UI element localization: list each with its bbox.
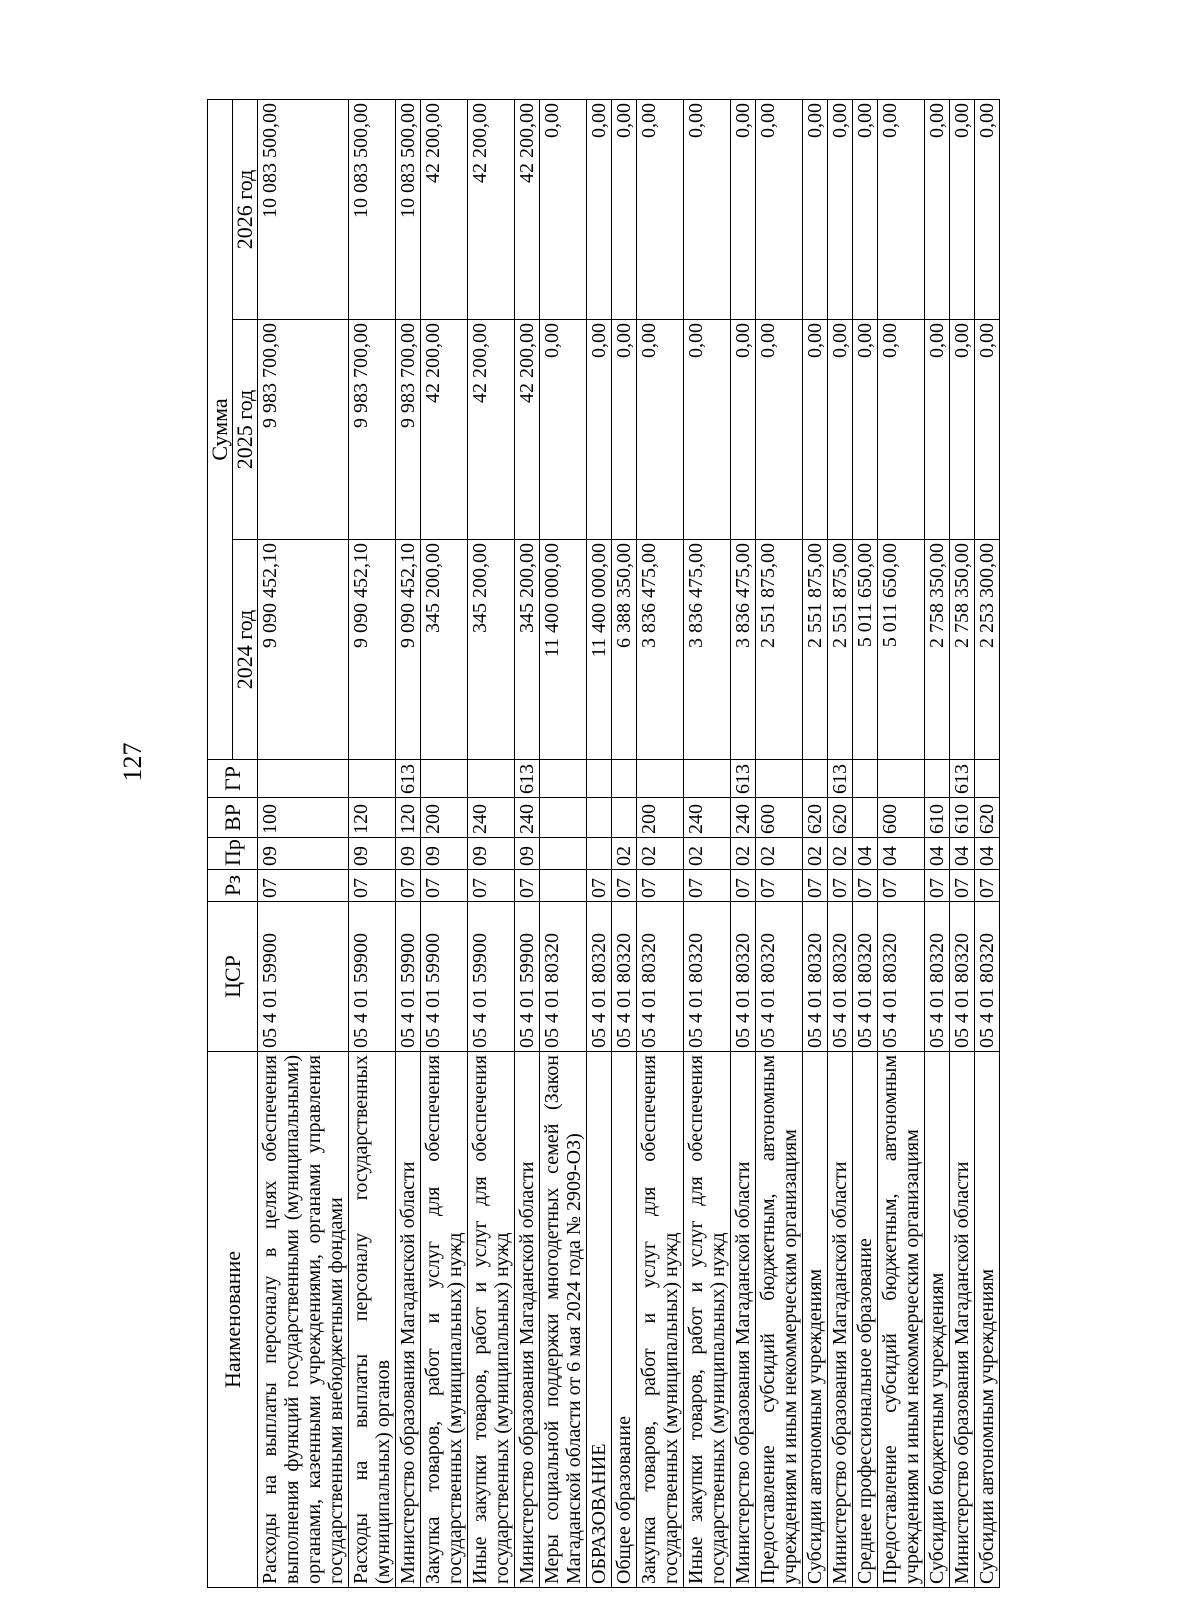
row-rz: 07 <box>612 870 637 902</box>
row-rz: 07 <box>878 870 925 902</box>
row-sum-2025: 0,00 <box>612 320 637 540</box>
row-csr: 05 4 01 59900 <box>396 902 421 1052</box>
row-pr: 02 <box>828 838 853 870</box>
row-csr: 05 4 01 80320 <box>540 902 587 1052</box>
row-name: Общее образование <box>612 1052 637 1588</box>
row-rz: 07 <box>349 870 396 902</box>
row-pr: 02 <box>612 838 637 870</box>
table-row <box>468 99 515 1587</box>
row-gr <box>853 760 878 798</box>
row-csr: 05 4 01 80320 <box>756 902 803 1052</box>
row-vr: 240 <box>468 798 515 838</box>
table-row <box>421 99 468 1587</box>
table-row <box>975 99 1000 1587</box>
row-sum-2025: 0,00 <box>684 320 731 540</box>
row-csr: 05 4 01 59900 <box>515 902 540 1052</box>
row-rz: 07 <box>587 870 612 902</box>
row-sum-2025: 0,00 <box>853 320 878 540</box>
row-sum-2025: 0,00 <box>925 320 950 540</box>
row-sum-2026: 0,00 <box>540 99 587 319</box>
row-csr: 05 4 01 80320 <box>853 902 878 1052</box>
row-vr: 610 <box>950 798 975 838</box>
row-vr: 600 <box>878 798 925 838</box>
row-rz: 07 <box>853 870 878 902</box>
row-sum-2025: 0,00 <box>731 320 756 540</box>
row-rz: 07 <box>803 870 828 902</box>
row-pr: 09 <box>258 838 349 870</box>
row-pr: 04 <box>853 838 878 870</box>
row-name: Субсидии автономным учреждениям <box>975 1052 1000 1588</box>
row-sum-2026: 10 083 500,00 <box>396 99 421 319</box>
row-sum-2026: 0,00 <box>684 99 731 319</box>
row-vr: 240 <box>515 798 540 838</box>
row-pr: 09 <box>468 838 515 870</box>
row-name: Субсидии автономным учреждениям <box>803 1052 828 1588</box>
row-vr: 620 <box>975 798 1000 838</box>
row-gr <box>587 760 612 798</box>
row-sum-2024: 2 551 875,00 <box>756 540 803 760</box>
row-sum-2024: 2 758 350,00 <box>950 540 975 760</box>
table-row <box>853 99 878 1587</box>
row-pr <box>540 838 587 870</box>
row-pr: 02 <box>756 838 803 870</box>
row-sum-2026: 0,00 <box>731 99 756 319</box>
row-sum-2024: 2 551 875,00 <box>803 540 828 760</box>
row-rz: 07 <box>828 870 853 902</box>
row-pr: 04 <box>950 838 975 870</box>
row-gr: 613 <box>828 760 853 798</box>
row-gr <box>684 760 731 798</box>
row-csr: 05 4 01 59900 <box>421 902 468 1052</box>
table-row <box>396 99 421 1587</box>
row-sum-2024: 5 011 650,00 <box>853 540 878 760</box>
row-name: Закупка товаров, работ и услуг для обеспечения государственных (муниципальных) нужд <box>421 1052 468 1588</box>
row-sum-2025: 0,00 <box>828 320 853 540</box>
row-vr: 120 <box>349 798 396 838</box>
row-csr: 05 4 01 59900 <box>349 902 396 1052</box>
header-sum: Сумма <box>208 99 233 759</box>
row-sum-2026: 42 200,00 <box>468 99 515 319</box>
row-rz: 07 <box>950 870 975 902</box>
row-gr <box>349 760 396 798</box>
row-sum-2024: 3 836 475,00 <box>731 540 756 760</box>
row-pr: 09 <box>396 838 421 870</box>
row-gr <box>258 760 349 798</box>
row-name: Иные закупки товаров, работ и услуг для обеспечения государственных (муниципальных) нужд <box>468 1052 515 1588</box>
row-sum-2025: 42 200,00 <box>515 320 540 540</box>
row-sum-2025: 42 200,00 <box>421 320 468 540</box>
row-sum-2025: 0,00 <box>950 320 975 540</box>
row-sum-2024: 11 400 000,00 <box>587 540 612 760</box>
row-sum-2026: 0,00 <box>828 99 853 319</box>
table-row <box>731 99 756 1587</box>
row-pr <box>587 838 612 870</box>
row-csr: 05 4 01 80320 <box>684 902 731 1052</box>
row-sum-2024: 2 758 350,00 <box>925 540 950 760</box>
row-sum-2025: 0,00 <box>756 320 803 540</box>
row-vr: 620 <box>803 798 828 838</box>
row-gr: 613 <box>731 760 756 798</box>
row-csr: 05 4 01 80320 <box>612 902 637 1052</box>
table-row <box>803 99 828 1587</box>
row-pr: 04 <box>925 838 950 870</box>
table-row <box>540 99 587 1587</box>
row-gr <box>878 760 925 798</box>
row-vr: 120 <box>396 798 421 838</box>
row-vr: 240 <box>731 798 756 838</box>
row-rz <box>540 870 587 902</box>
row-sum-2026: 0,00 <box>950 99 975 319</box>
row-sum-2025: 9 983 700,00 <box>396 320 421 540</box>
header-csr: ЦСР <box>208 902 258 1052</box>
row-csr: 05 4 01 80320 <box>950 902 975 1052</box>
row-sum-2025: 0,00 <box>803 320 828 540</box>
row-rz: 07 <box>756 870 803 902</box>
row-csr: 05 4 01 80320 <box>975 902 1000 1052</box>
row-rz: 07 <box>515 870 540 902</box>
row-gr <box>925 760 950 798</box>
row-pr: 02 <box>637 838 684 870</box>
header-2026: 2026 год <box>233 99 258 319</box>
table-row <box>258 99 349 1587</box>
header-pr: Пр <box>208 838 258 870</box>
row-sum-2024: 5 011 650,00 <box>878 540 925 760</box>
row-sum-2026: 0,00 <box>925 99 950 319</box>
row-vr <box>587 798 612 838</box>
table-row <box>925 99 950 1587</box>
row-csr: 05 4 01 80320 <box>637 902 684 1052</box>
header-name: Наименование <box>208 1052 258 1588</box>
row-name: Меры социальной поддержки многодетных семей (Закон Магаданской области от 6 мая 2024 года № 2909-ОЗ) <box>540 1052 587 1588</box>
row-name: Расходы на выплаты персоналу государственных (муниципальных) органов <box>349 1052 396 1588</box>
row-rz: 07 <box>396 870 421 902</box>
row-sum-2024: 9 090 452,10 <box>396 540 421 760</box>
row-gr <box>421 760 468 798</box>
row-gr <box>975 760 1000 798</box>
row-pr: 02 <box>684 838 731 870</box>
row-sum-2026: 10 083 500,00 <box>258 99 349 319</box>
row-csr: 05 4 01 80320 <box>925 902 950 1052</box>
row-gr: 613 <box>950 760 975 798</box>
row-pr: 09 <box>421 838 468 870</box>
table-row <box>684 99 731 1587</box>
row-sum-2025: 0,00 <box>540 320 587 540</box>
row-sum-2026: 0,00 <box>803 99 828 319</box>
row-name: Иные закупки товаров, работ и услуг для обеспечения государственных (муниципальных) нужд <box>684 1052 731 1588</box>
row-csr: 05 4 01 80320 <box>731 902 756 1052</box>
row-sum-2024: 2 253 300,00 <box>975 540 1000 760</box>
row-pr: 09 <box>349 838 396 870</box>
row-sum-2026: 0,00 <box>612 99 637 319</box>
header-2024: 2024 год <box>233 540 258 760</box>
row-pr: 09 <box>515 838 540 870</box>
row-gr <box>756 760 803 798</box>
row-sum-2024: 9 090 452,10 <box>349 540 396 760</box>
row-name: Закупка товаров, работ и услуг для обеспечения государственных (муниципальных) нужд <box>637 1052 684 1588</box>
table-row <box>878 99 925 1587</box>
row-gr <box>468 760 515 798</box>
row-rz: 07 <box>468 870 515 902</box>
row-name: Министерство образования Магаданской области <box>396 1052 421 1588</box>
budget-table-rotated <box>207 100 1105 1588</box>
row-rz: 07 <box>258 870 349 902</box>
row-gr: 613 <box>396 760 421 798</box>
row-sum-2025: 0,00 <box>637 320 684 540</box>
row-name: Расходы на выплаты персоналу в целях обеспечения выполнения функций государственными (муниципальными) органами, казенными учреждениями, органами управления государственными внебюджетными фондами <box>258 1052 349 1588</box>
row-sum-2026: 0,00 <box>975 99 1000 319</box>
row-sum-2024: 345 200,00 <box>421 540 468 760</box>
row-name: Предоставление субсидий бюджетным, автономным учреждениям и иным некоммерческим организациям <box>756 1052 803 1588</box>
header-gr: ГР <box>208 760 258 798</box>
row-csr: 05 4 01 80320 <box>587 902 612 1052</box>
row-name: Среднее профессиональное образование <box>853 1052 878 1588</box>
row-rz: 07 <box>684 870 731 902</box>
row-vr: 240 <box>684 798 731 838</box>
row-sum-2025: 0,00 <box>587 320 612 540</box>
table-row <box>349 99 396 1587</box>
row-rz: 07 <box>925 870 950 902</box>
row-sum-2026: 0,00 <box>587 99 612 319</box>
row-sum-2024: 345 200,00 <box>468 540 515 760</box>
row-vr: 200 <box>421 798 468 838</box>
row-gr <box>540 760 587 798</box>
row-sum-2024: 3 836 475,00 <box>637 540 684 760</box>
row-gr: 613 <box>515 760 540 798</box>
row-name: Министерство образования Магаданской области <box>731 1052 756 1588</box>
row-csr: 05 4 01 80320 <box>878 902 925 1052</box>
row-vr: 610 <box>925 798 950 838</box>
row-name: Министерство образования Магаданской области <box>828 1052 853 1588</box>
row-pr: 04 <box>878 838 925 870</box>
table-row <box>756 99 803 1587</box>
row-sum-2025: 0,00 <box>878 320 925 540</box>
page-number: 127 <box>118 742 147 782</box>
row-vr <box>540 798 587 838</box>
row-sum-2026: 0,00 <box>756 99 803 319</box>
table-row <box>515 99 540 1587</box>
row-csr: 05 4 01 80320 <box>828 902 853 1052</box>
table-row <box>587 99 612 1587</box>
row-sum-2024: 3 836 475,00 <box>684 540 731 760</box>
row-rz: 07 <box>731 870 756 902</box>
row-pr: 02 <box>731 838 756 870</box>
row-vr: 620 <box>828 798 853 838</box>
table-row <box>612 99 637 1587</box>
row-gr <box>612 760 637 798</box>
row-sum-2025: 0,00 <box>975 320 1000 540</box>
row-vr: 200 <box>637 798 684 838</box>
row-sum-2024: 6 388 350,00 <box>612 540 637 760</box>
row-vr: 100 <box>258 798 349 838</box>
budget-table <box>207 99 1000 1588</box>
row-name: Предоставление субсидий бюджетным, автономным учреждениям и иным некоммерческим организациям <box>878 1052 925 1588</box>
row-name: Субсидии бюджетным учреждениям <box>925 1052 950 1588</box>
header-vr: ВР <box>208 798 258 838</box>
row-vr <box>612 798 637 838</box>
row-sum-2026: 10 083 500,00 <box>349 99 396 319</box>
row-sum-2024: 345 200,00 <box>515 540 540 760</box>
row-rz: 07 <box>637 870 684 902</box>
row-gr <box>637 760 684 798</box>
row-name: Министерство образования Магаданской области <box>950 1052 975 1588</box>
row-sum-2025: 9 983 700,00 <box>258 320 349 540</box>
row-pr: 04 <box>975 838 1000 870</box>
row-sum-2026: 42 200,00 <box>421 99 468 319</box>
row-gr <box>803 760 828 798</box>
header-rz: Рз <box>208 870 258 902</box>
table-row <box>828 99 853 1587</box>
row-sum-2026: 0,00 <box>878 99 925 319</box>
table-row <box>637 99 684 1587</box>
row-sum-2026: 0,00 <box>853 99 878 319</box>
row-rz: 07 <box>975 870 1000 902</box>
row-name: Министерство образования Магаданской области <box>515 1052 540 1588</box>
row-pr: 02 <box>803 838 828 870</box>
row-rz: 07 <box>421 870 468 902</box>
row-sum-2024: 9 090 452,10 <box>258 540 349 760</box>
row-sum-2024: 2 551 875,00 <box>828 540 853 760</box>
row-vr: 600 <box>756 798 803 838</box>
table-row <box>950 99 975 1587</box>
row-sum-2024: 11 400 000,00 <box>540 540 587 760</box>
header-2025: 2025 год <box>233 320 258 540</box>
row-sum-2026: 0,00 <box>637 99 684 319</box>
row-name: ОБРАЗОВАНИЕ <box>587 1052 612 1588</box>
row-csr: 05 4 01 80320 <box>803 902 828 1052</box>
row-csr: 05 4 01 59900 <box>258 902 349 1052</box>
row-csr: 05 4 01 59900 <box>468 902 515 1052</box>
row-sum-2025: 9 983 700,00 <box>349 320 396 540</box>
row-sum-2026: 42 200,00 <box>515 99 540 319</box>
row-vr <box>853 798 878 838</box>
row-sum-2025: 42 200,00 <box>468 320 515 540</box>
